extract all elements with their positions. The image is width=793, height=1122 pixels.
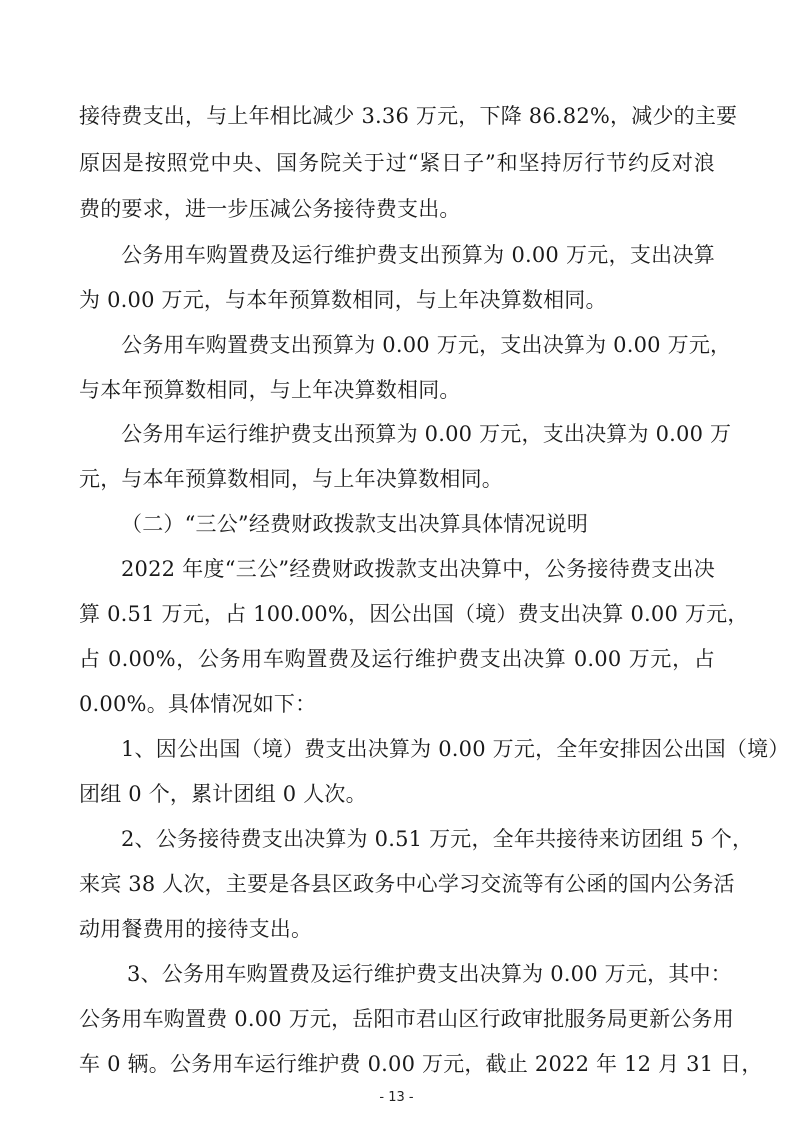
paragraph-line: 接待费支出，与上年相比减少 3.36 万元，下降 86.82%，减少的主要 (79, 104, 738, 128)
paragraph-line: 元，与本年预算数相同，与上年决算数相同。 (79, 467, 503, 491)
paragraph-line: 公务用车运行维护费支出预算为 0.00 万元，支出决算为 0.00 万 (121, 422, 732, 446)
paragraph-line: 算 0.51 万元，占 100.00%，因公出国（境）费支出决算 0.00 万元， (79, 602, 749, 626)
list-item-line: 2、公务接待费支出决算为 0.51 万元，全年共接待来访团组 5 个， (121, 827, 754, 851)
list-item-line: 团组 0 个，累计团组 0 人次。 (79, 782, 367, 806)
paragraph-line: 2022 年度“三公”经费财政拨款支出决算中，公务接待费支出决 (121, 557, 715, 581)
paragraph-line: 原因是按照党中央、国务院关于过“紧日子”和坚持厉行节约反对浪 (79, 151, 715, 175)
paragraph-line: 与本年预算数相同，与上年决算数相同。 (79, 378, 461, 402)
paragraph-line: 0.00%。具体情况如下： (79, 692, 317, 716)
list-item-line: 公务用车购置费 0.00 万元，岳阳市君山区行政审批服务局更新公务用 (79, 1007, 734, 1031)
list-item-line: 3、公务用车购置费及运行维护费支出决算为 0.00 万元，其中： (127, 962, 732, 986)
paragraph-line: 费的要求，进一步压减公务接待费支出。 (79, 197, 461, 221)
paragraph-line: 公务用车购置费支出预算为 0.00 万元，支出决算为 0.00 万元， (121, 333, 732, 357)
paragraph-line: 公务用车购置费及运行维护费支出预算为 0.00 万元，支出决算 (121, 243, 715, 267)
list-item-line: 来宾 38 人次，主要是各县区政务中心学习交流等有公函的国内公务活 (79, 872, 735, 896)
paragraph-line: 占 0.00%，公务用车购置费及运行维护费支出决算 0.00 万元，占 (79, 647, 715, 671)
page-number: - 13 - (379, 1090, 414, 1105)
section-heading: （二）“三公”经费财政拨款支出决算具体情况说明 (121, 512, 589, 536)
list-item-line: 1、因公出国（境）费支出决算为 0.00 万元，全年安排因公出国（境） (121, 737, 790, 761)
list-item-line: 动用餐费用的接待支出。 (79, 917, 313, 941)
list-item-line: 车 0 辆。公务用车运行维护费 0.00 万元，截止 2022 年 12 月 31 日， (79, 1052, 763, 1076)
paragraph-line: 为 0.00 万元，与本年预算数相同，与上年决算数相同。 (79, 288, 607, 312)
